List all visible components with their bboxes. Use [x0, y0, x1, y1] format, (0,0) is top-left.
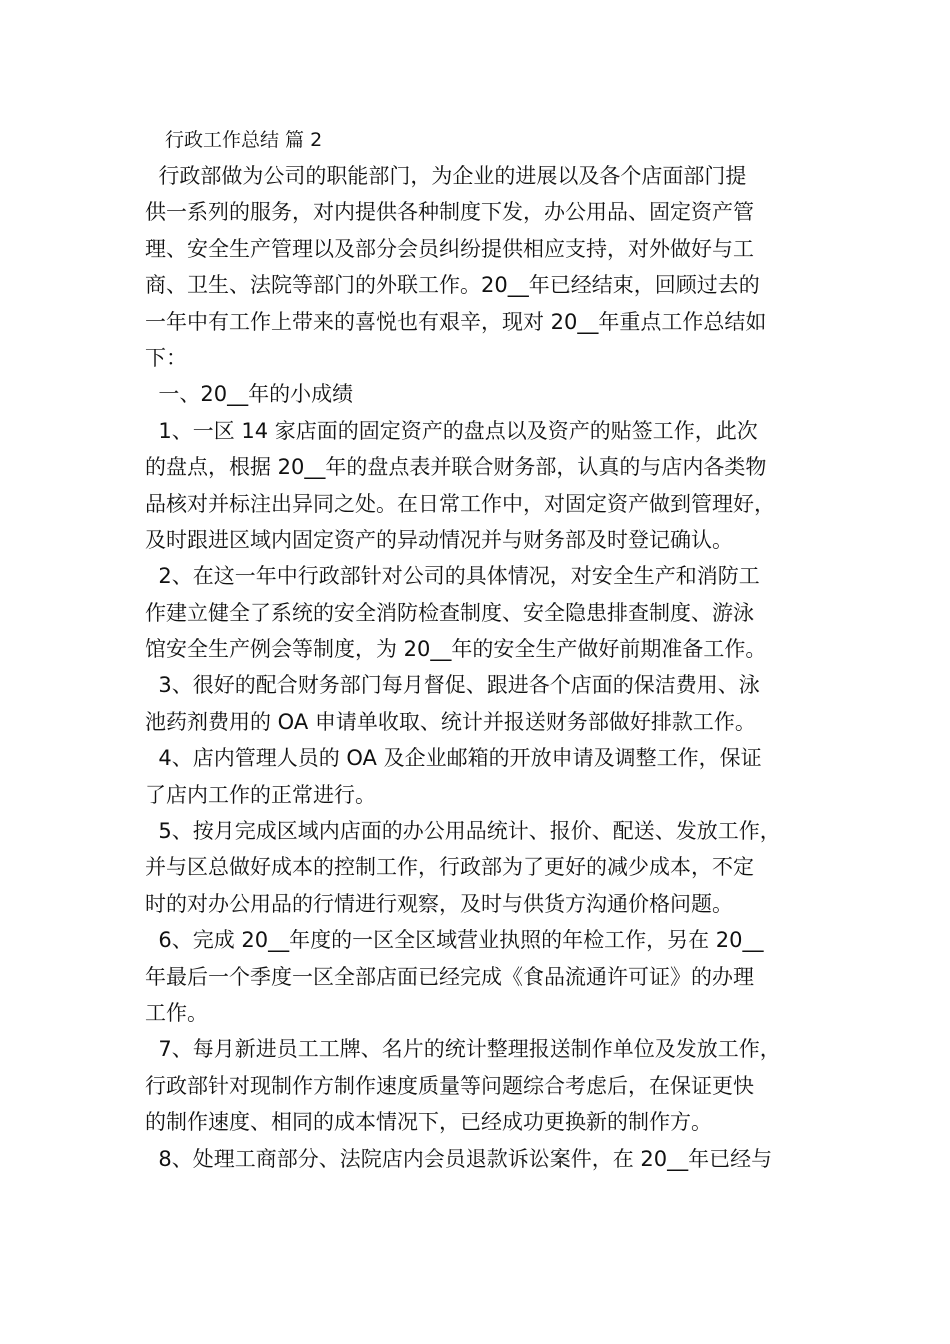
text-line: 4、店内管理人员的 OA 及企业邮箱的开放申请及调整工作，保证 — [145, 746, 762, 771]
text-line: 并与区总做好成本的控制工作，行政部为了更好的减少成本，不定 — [145, 855, 754, 880]
text-line: 品核对并标注出异同之处。在日常工作中，对固定资产做到管理好， — [145, 491, 775, 516]
text-line: 1、一区 14 家店面的固定资产的盘点以及资产的贴签工作，此次 — [145, 418, 758, 443]
text-line: 一、20__年的小成绩 — [145, 382, 354, 407]
paragraph-item-3 — [145, 667, 815, 740]
text-line: 馆安全生产例会等制度，为 20__年的安全生产做好前期准备工作。 — [145, 637, 767, 662]
paragraph-item-6 — [145, 922, 815, 1031]
text-line: 2、在这一年中行政部针对公司的具体情况，对安全生产和消防工 — [145, 564, 760, 589]
document-body — [145, 122, 815, 1177]
text-line: 供一系列的服务，对内提供各种制度下发，办公用品、固定资产管 — [145, 200, 754, 225]
text-line: 工作。 — [145, 1000, 208, 1025]
text-line: 的盘点，根据 20__年的盘点表并联合财务部，认真的与店内各类物 — [145, 455, 767, 480]
text-line: 3、很好的配合财务部门每月督促、跟进各个店面的保洁费用、泳 — [145, 673, 760, 698]
text-line: 了店内工作的正常进行。 — [145, 782, 376, 807]
text-line: 理、安全生产管理以及部分会员纠纷提供相应支持，对外做好与工 — [145, 236, 754, 261]
text-line: 行政部做为公司的职能部门，为企业的进展以及各个店面部门提 — [145, 164, 747, 188]
text-line: 7、每月新进员工工牌、名片的统计整理报送制作单位及发放工作， — [145, 1037, 781, 1062]
document-title: 行政工作总结 篇 2 — [165, 129, 323, 151]
paragraph-item-1 — [145, 413, 815, 559]
text-line: 5、按月完成区域内店面的办公用品统计、报价、配送、发放工作， — [145, 819, 781, 844]
text-line: 一年中有工作上带来的喜悦也有艰辛，现对 20__年重点工作总结如 — [145, 309, 767, 334]
text-line: 年最后一个季度一区全部店面已经完成《食品流通许可证》的办理 — [145, 964, 754, 989]
paragraph-item-8 — [145, 1141, 815, 1177]
text-line: 行政部针对现制作方制作速度质量等问题综合考虑后，在保证更快 — [145, 1073, 754, 1098]
text-line: 商、卫生、法院等部门的外联工作。20__年已经结束，回顾过去的 — [145, 273, 760, 298]
text-line: 下： — [145, 345, 187, 370]
paragraph-item-7 — [145, 1031, 815, 1140]
text-line: 作建立健全了系统的安全消防检查制度、安全隐患排查制度、游泳 — [145, 600, 754, 625]
text-line: 时的对办公用品的行情进行观察，及时与供货方沟通价格问题。 — [145, 891, 733, 916]
paragraph-intro — [145, 158, 815, 376]
paragraph-item-2 — [145, 558, 815, 667]
paragraph-item-4 — [145, 740, 815, 813]
text-line: 8、处理工商部分、法院店内会员退款诉讼案件，在 20__年已经与 — [145, 1146, 773, 1171]
text-line: 池药剂费用的 OA 申请单收取、统计并报送财务部做好排款工作。 — [145, 709, 756, 734]
text-line: 6、完成 20__年度的一区全区域营业执照的年检工作，另在 20__ — [145, 928, 764, 953]
section-heading — [145, 376, 815, 412]
paragraph-item-5 — [145, 813, 815, 922]
text-line: 及时跟进区域内固定资产的异动情况并与财务部及时登记确认。 — [145, 527, 733, 552]
text-line: 的制作速度、相同的成本情况下，已经成功更换新的制作方。 — [145, 1110, 712, 1135]
